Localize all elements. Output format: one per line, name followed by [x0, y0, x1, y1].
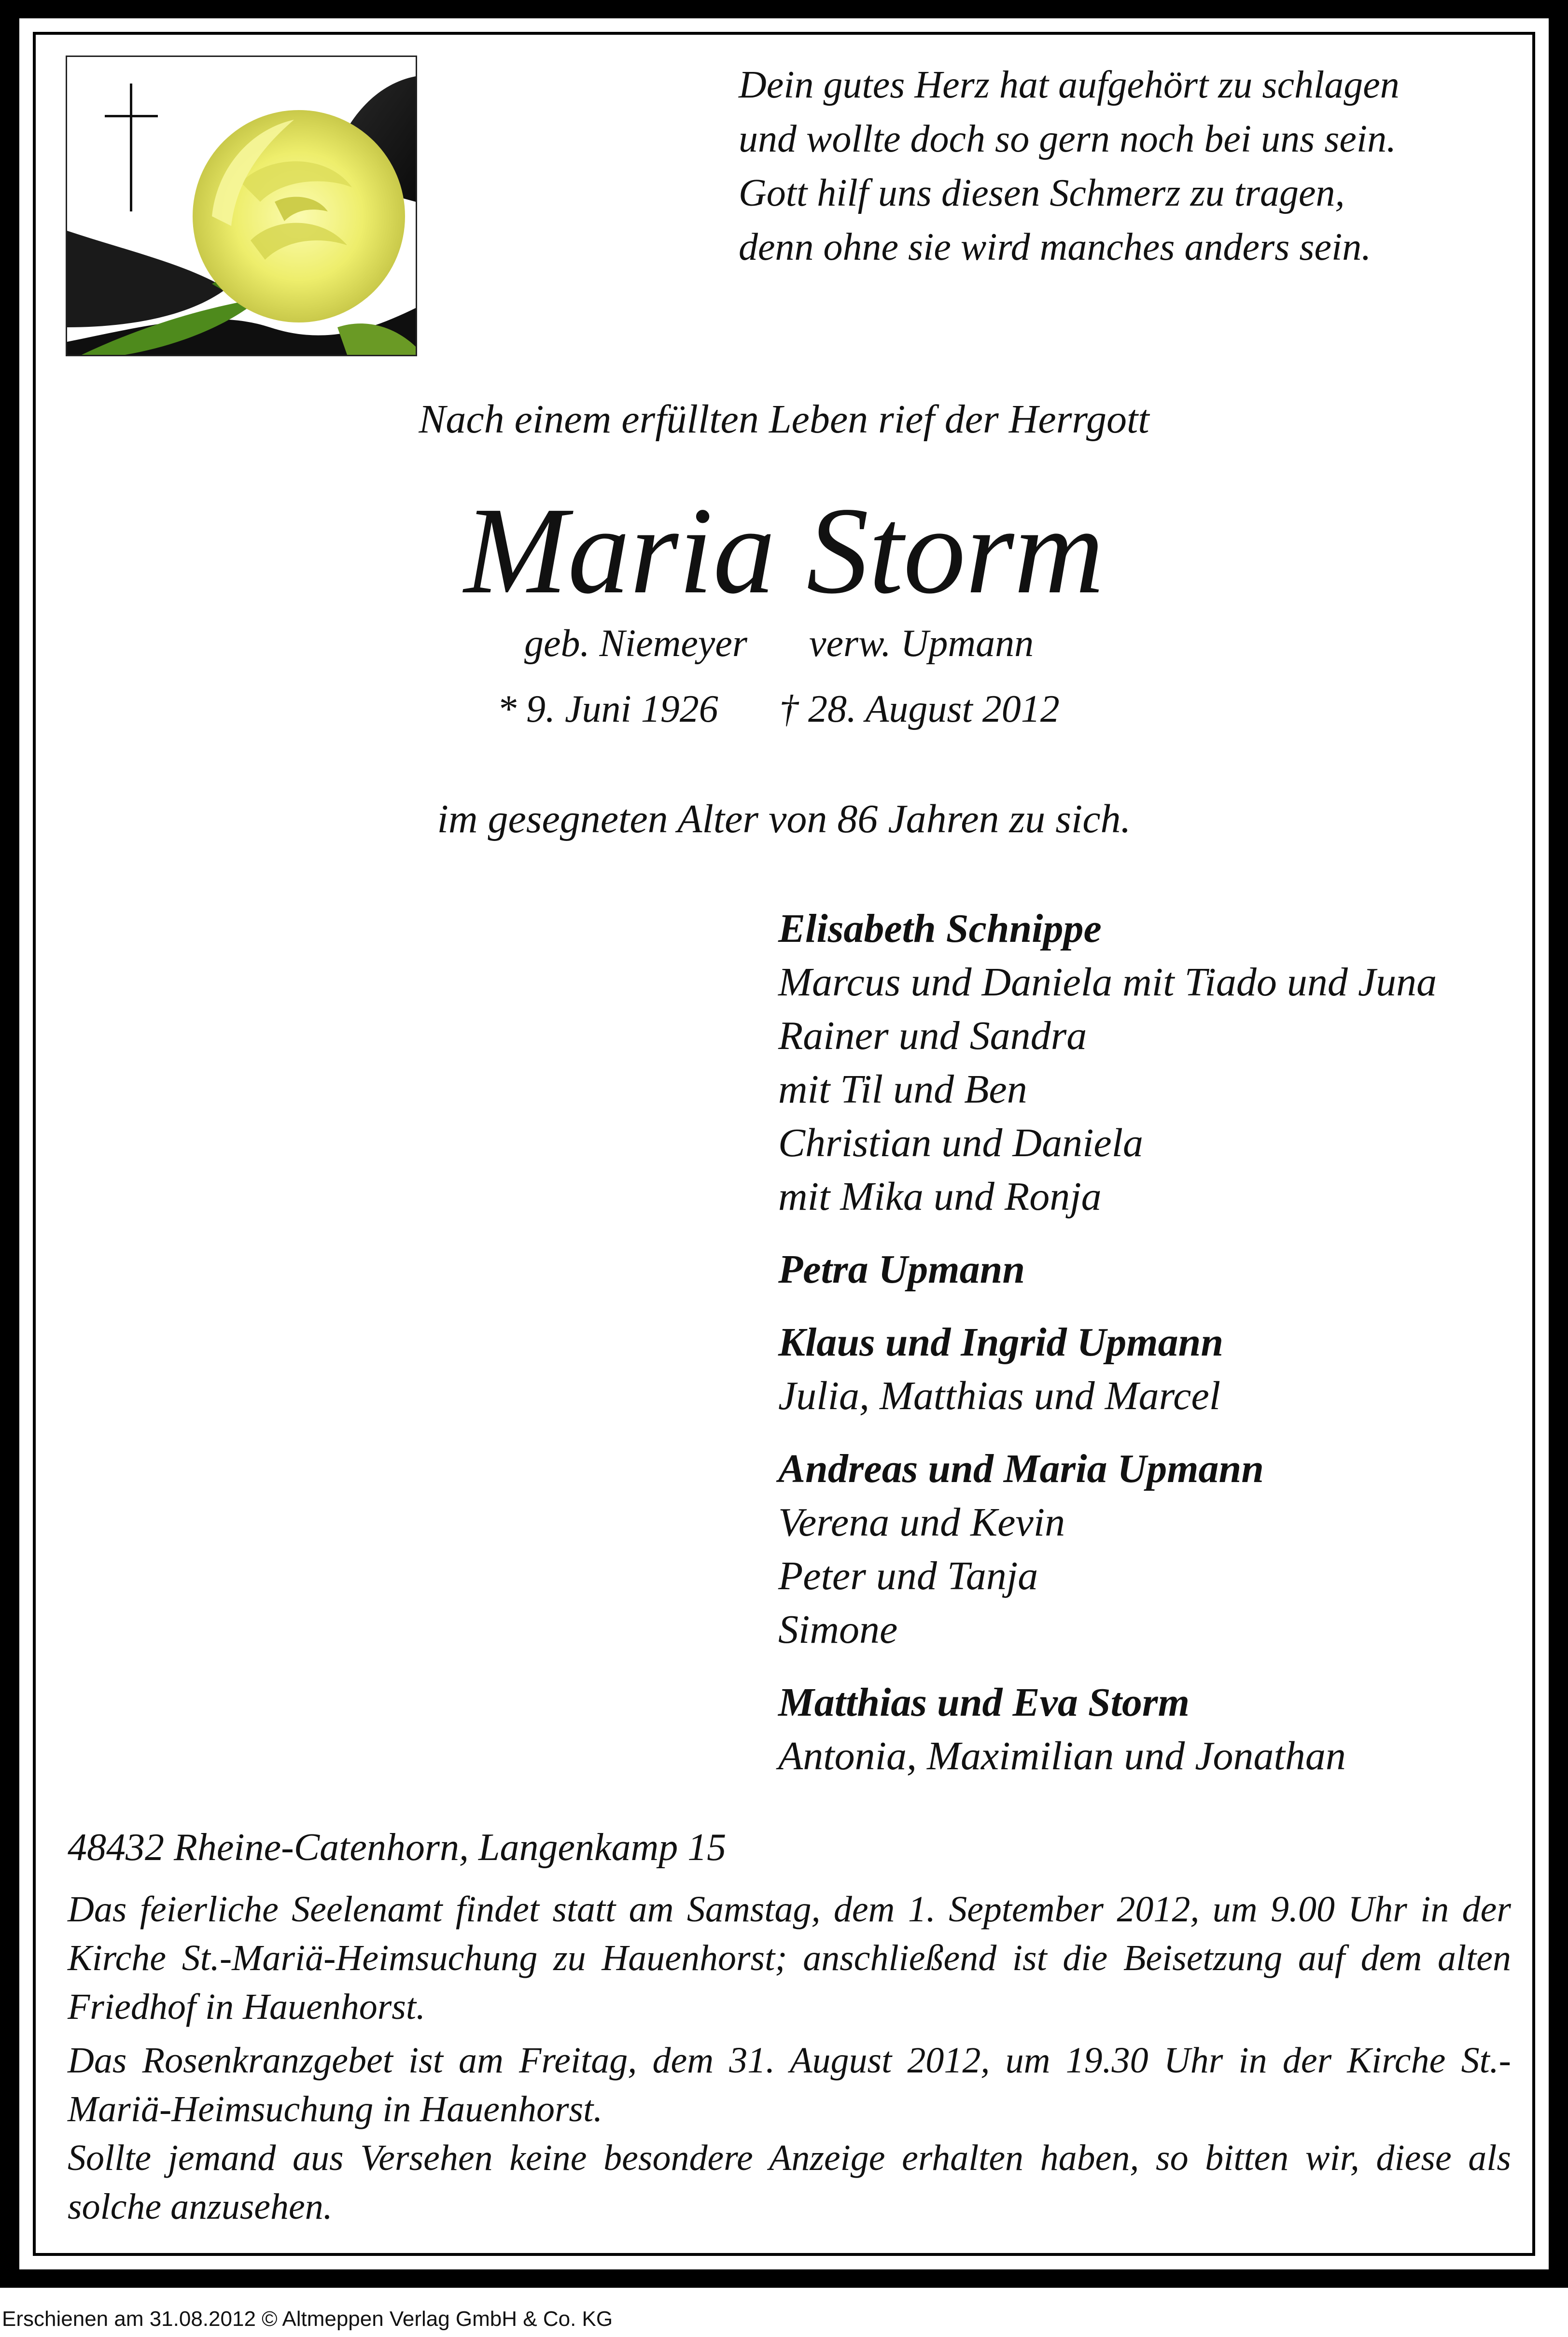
mourner-head: Elisabeth Schnippe — [778, 906, 1102, 951]
poem-line: Gott hilf uns diesen Schmerz zu tragen, — [739, 172, 1345, 214]
mourners-list — [778, 902, 1437, 1783]
rose-cross-image — [66, 56, 417, 356]
birth-date: * 9. Juni 1926 — [497, 688, 718, 730]
birth-name: geb. Niemeyer — [524, 622, 748, 665]
address: 48432 Rheine-Catenhorn, Langenkamp 15 — [68, 1826, 727, 1869]
mourner-line: mit Til und Ben — [778, 1067, 1027, 1112]
rose-cross-icon — [67, 57, 416, 355]
death-date: † 28. August 2012 — [779, 688, 1060, 730]
widowed-name: verw. Upmann — [809, 622, 1034, 665]
notice-paragraph: Sollte jemand aus Versehen keine besondere Anzeige erhalten haben, so bitten wir, diese als solche anzusehen. — [68, 2138, 1511, 2227]
mourner-line: Peter und Tanja — [778, 1553, 1038, 1598]
mourner-line: Simone — [778, 1607, 898, 1652]
poem-line: denn ohne sie wird manches anders sein. — [739, 226, 1372, 268]
poem — [739, 58, 1400, 274]
mourner-head: Andreas und Maria Upmann — [778, 1446, 1264, 1491]
mourner-line: Julia, Matthias und Marcel — [778, 1373, 1221, 1418]
mourner-head: Klaus und Ingrid Upmann — [778, 1320, 1224, 1365]
poem-line: und wollte doch so gern noch bei uns sein. — [739, 118, 1397, 160]
mourner-head: Petra Upmann — [778, 1247, 1025, 1292]
mourner-line: Rainer und Sandra — [778, 1013, 1087, 1058]
rosary-paragraph: Das Rosenkranzgebet ist am Freitag, dem 31. August 2012, um 19.30 Uhr in der Kirche St.-Mariä-Heimsuchung in Hauenhorst. — [68, 2040, 1511, 2129]
mourner-line: Verena und Kevin — [778, 1500, 1065, 1545]
publication-footer: Erschienen am 31.08.2012 © Altmeppen Verlag GmbH & Co. KG — [2, 2307, 613, 2331]
mourner-line: Marcus und Daniela mit Tiado und Juna — [778, 960, 1437, 1005]
mourner-line: Antonia, Maximilian und Jonathan — [778, 1734, 1346, 1778]
age-line: im gesegneten Alter von 86 Jahren zu sich. — [437, 797, 1131, 841]
poem-line: Dein gutes Herz hat aufgehört zu schlagen — [739, 64, 1400, 106]
mourner-head: Matthias und Eva Storm — [778, 1680, 1190, 1725]
deceased-name: Maria Storm — [464, 481, 1104, 619]
mourner-line: Christian und Daniela — [778, 1120, 1144, 1165]
funeral-mass-paragraph: Das feierliche Seelenamt findet statt am Samstag, dem 1. September 2012, um 9.00 Uhr in der Kirche St.-Mariä-Heimsuchung zu Hauenhorst; anschließend ist die Beisetzung auf dem alten Friedhof in Hauenhorst. — [68, 1889, 1511, 2027]
mourner-line: mit Mika und Ronja — [778, 1174, 1102, 1219]
intro-line: Nach einem erfüllten Leben rief der Herrgott — [419, 397, 1149, 442]
